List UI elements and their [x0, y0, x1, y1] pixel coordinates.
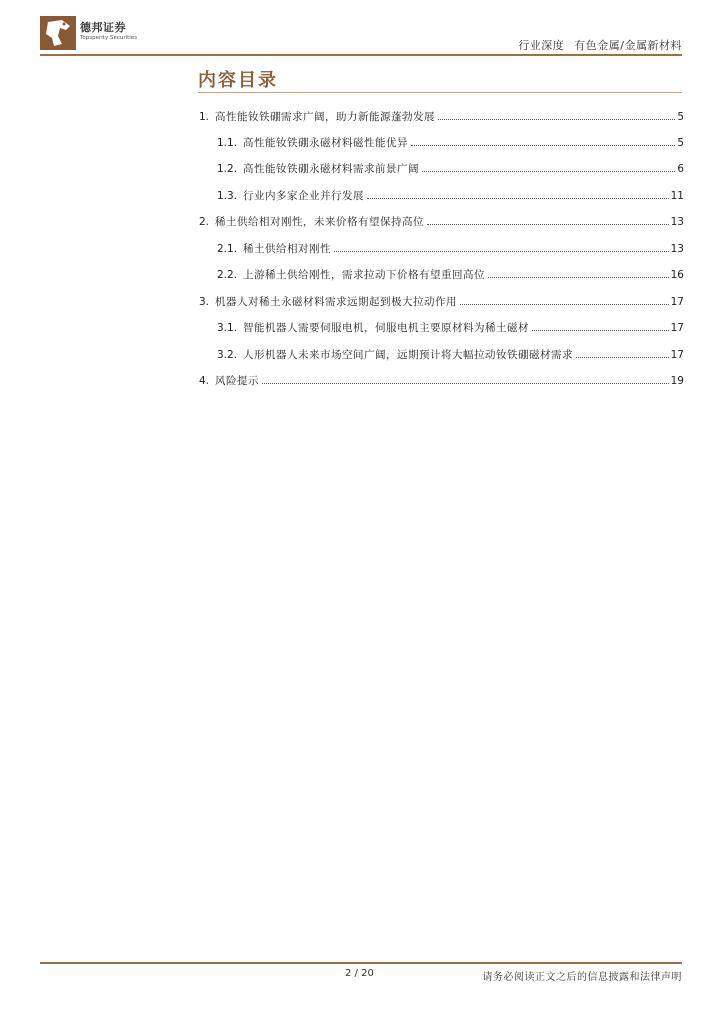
- toc-entry-number: 3.2.: [217, 349, 238, 361]
- toc-entry-label: 智能机器人需要伺服电机，伺服电机主要原材料为稀土磁材: [243, 322, 530, 334]
- toc-entry-label: 行业内多家企业并行发展: [243, 190, 365, 202]
- footer-disclaimer: 请务必阅读正文之后的信息披露和法律声明: [482, 972, 682, 983]
- toc-entry-page: 19: [670, 375, 684, 387]
- logo-english-name: Topsperity Securities: [80, 35, 138, 41]
- toc-entry-label: 高性能钕铁硼永磁材料磁性能优异: [243, 137, 409, 149]
- toc-entry-4[interactable]: [199, 373, 684, 389]
- toc-entry-number: 2.2.: [217, 269, 238, 281]
- toc-leader-dots: [334, 251, 669, 252]
- report-category-label: 有色金属/金属新材料: [574, 39, 682, 52]
- toc-title-divider: [198, 92, 682, 93]
- toc-leader-dots: [576, 357, 669, 358]
- toc-entry-number: 1.: [199, 111, 210, 123]
- toc-entry-page: 13: [670, 216, 684, 228]
- toc-entry-label: 上游稀土供给刚性，需求拉动下价格有望重回高位: [243, 269, 486, 281]
- toc-entry-number: 3.1.: [217, 322, 238, 334]
- toc-entry-page: 5: [677, 111, 684, 123]
- toc-entry-label: 机器人对稀土永磁材料需求远期起到极大拉动作用: [215, 296, 458, 308]
- toc-entry-2[interactable]: [199, 214, 684, 230]
- toc-leader-dots: [438, 119, 675, 120]
- toc-entry-number: 1.1.: [217, 137, 238, 149]
- toc-entry-page: 11: [670, 190, 684, 202]
- toc-leader-dots: [460, 304, 669, 305]
- toc-entry-label: 高性能钕铁硼永磁材料需求前景广阔: [243, 163, 420, 175]
- toc-entry-1-2[interactable]: [217, 161, 684, 177]
- toc-entry-number: 1.2.: [217, 163, 238, 175]
- toc-leader-dots: [422, 171, 675, 172]
- toc-entry-1-3[interactable]: [217, 188, 684, 204]
- toc-entry-1-1[interactable]: [217, 135, 684, 151]
- toc-entry-label: 稀土供给相对刚性: [243, 243, 332, 255]
- toc-entry-label: 人形机器人未来市场空间广阔，远期预计将大幅拉动钕铁硼磁材需求: [243, 349, 574, 361]
- toc-entry-page: 13: [670, 243, 684, 255]
- toc-leader-dots: [262, 383, 669, 384]
- toc-entry-3-2[interactable]: [217, 347, 684, 363]
- logo-chinese-name: 德邦证券: [80, 21, 126, 34]
- page-number: 2 / 20: [345, 968, 374, 979]
- header-divider: [40, 54, 682, 56]
- toc-entry-number: 1.3.: [217, 190, 238, 202]
- company-logo: [40, 16, 160, 50]
- toc-entry-number: 3.: [199, 296, 210, 308]
- toc-entry-page: 17: [670, 322, 684, 334]
- toc-entry-page: 6: [677, 163, 684, 175]
- toc-entry-label: 高性能钕铁硼需求广阔，助力新能源蓬勃发展: [215, 111, 436, 123]
- toc-entry-2-1[interactable]: [217, 241, 684, 257]
- toc-title: 内容目录: [198, 70, 278, 91]
- toc-leader-dots: [427, 224, 669, 225]
- footer-divider: [40, 962, 682, 964]
- toc-entry-page: 5: [677, 137, 684, 149]
- toc-entry-page: 17: [670, 349, 684, 361]
- toc-entry-3[interactable]: [199, 294, 684, 310]
- toc-entry-number: 4.: [199, 375, 210, 387]
- toc-entry-2-2[interactable]: [217, 267, 684, 283]
- toc-leader-dots: [411, 145, 675, 146]
- logo-mark-icon: [40, 16, 76, 50]
- toc-entry-label: 稀土供给相对刚性，未来价格有望保持高位: [215, 216, 425, 228]
- toc-leader-dots: [532, 330, 669, 331]
- toc-entry-page: 16: [670, 269, 684, 281]
- toc-leader-dots: [488, 277, 669, 278]
- toc-entry-1[interactable]: [199, 109, 684, 125]
- toc-entry-page: 17: [670, 296, 684, 308]
- toc-entry-number: 2.: [199, 216, 210, 228]
- toc-entry-label: 风险提示: [215, 375, 260, 387]
- toc-entry-3-1[interactable]: [217, 320, 684, 336]
- page-header: [0, 0, 724, 58]
- toc-entry-number: 2.1.: [217, 243, 238, 255]
- header-report-info: [518, 37, 682, 53]
- report-type-label: 行业深度: [518, 39, 565, 52]
- toc-leader-dots: [367, 198, 669, 199]
